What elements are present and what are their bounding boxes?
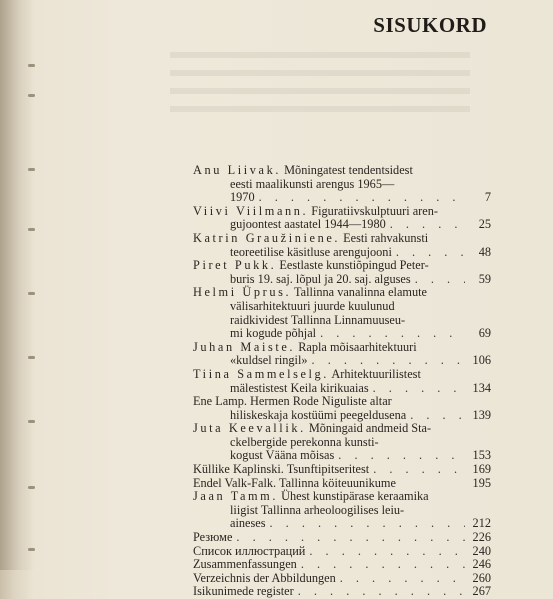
author-name: Juta Keevallik.	[193, 421, 306, 436]
page-number: 48	[478, 244, 491, 259]
dot-leader	[369, 382, 465, 396]
entry-title-line: liigist Tallinna arheoloogilises leiu-	[230, 502, 405, 517]
appendix-title: Резюме	[193, 530, 233, 545]
author-name: Helmi Üprus.	[193, 285, 292, 300]
entry-title-line: Eesti rahvakunsti	[343, 230, 429, 245]
table-of-contents	[193, 164, 491, 599]
dot-leader	[406, 409, 465, 423]
author-name: Küllike Kaplinski.	[193, 462, 284, 477]
dot-leader	[294, 585, 465, 599]
entry-title-line: teoreetilise käsitluse arengujooni	[230, 244, 392, 259]
entry-title-line: Tallinna köiteuunikume	[278, 475, 396, 490]
dot-leader	[232, 531, 465, 545]
entry-title-line: ckelbergide perekonna kunsti-	[230, 434, 379, 449]
toc-entry	[193, 259, 491, 286]
page-number: 25	[478, 217, 491, 232]
toc-entry	[193, 164, 491, 205]
dot-leader	[336, 572, 465, 586]
dot-leader	[411, 273, 465, 287]
author-name: Jaan Tamm.	[193, 489, 279, 504]
page-number: 69	[478, 326, 491, 341]
entry-title-line: mälestistest Keila kirikuaias	[230, 380, 369, 395]
entry-title-line: raidkividest Tallinna Linnamuuseu-	[230, 312, 406, 327]
page-number: 153	[472, 448, 491, 463]
page-number: 7	[484, 190, 491, 205]
page-number: 267	[472, 584, 491, 599]
entry-title-line: Tsunftipitseritest	[286, 462, 370, 477]
dot-leader	[369, 463, 465, 477]
page-number: 139	[472, 407, 491, 422]
author-name: Anu Liivak.	[193, 163, 282, 177]
dot-leader	[386, 218, 465, 232]
toc-entry	[193, 422, 491, 463]
entry-title-line: Mõningatest tendentsidest	[284, 163, 413, 177]
toc-entry	[193, 490, 491, 531]
toc-entry	[193, 286, 491, 340]
entry-title-line: Figuratiivskulptuuri aren-	[311, 203, 438, 218]
page-number: 246	[472, 557, 491, 572]
page-number: 134	[472, 380, 491, 395]
author-name: Tiina Sammelselg.	[193, 366, 329, 381]
appendix-entry	[193, 545, 491, 559]
page-number: 59	[478, 271, 491, 286]
page-number: 240	[472, 543, 491, 558]
author-name: Viivi Viilmann.	[193, 203, 309, 218]
binding-stitch	[28, 548, 35, 551]
entry-title-line: välisarhitektuuri juurde kuulunud	[230, 298, 395, 313]
page-number: 212	[472, 516, 491, 531]
binding-stitch	[28, 292, 35, 295]
binding-stitch	[28, 168, 35, 171]
author-name: Endel Valk-Falk.	[193, 475, 277, 490]
bleed-through-text	[170, 52, 470, 112]
dot-leader	[392, 246, 465, 260]
entry-title-line: 1970	[230, 190, 255, 205]
entry-title-line: Arhitektuurilistest	[331, 366, 421, 381]
appendix-entry	[193, 531, 491, 545]
entry-title-line: Rapla mõisaarhitektuuri	[298, 339, 417, 354]
toc-entry	[193, 477, 491, 491]
page-number: 106	[472, 353, 491, 368]
dot-leader	[266, 517, 465, 531]
entry-title-line: aineses	[230, 516, 266, 531]
appendix-title: Zusammenfassungen	[193, 557, 297, 572]
binding-stitch	[28, 228, 35, 231]
entry-title-line: mi kogude põhjal	[230, 326, 317, 341]
author-name: Ene Lamp.	[193, 394, 247, 409]
entry-title-line: Mõningaid andmeid Sta-	[308, 421, 432, 436]
entry-title-line: hiliskeskaja kostüümi peegeldusena	[230, 407, 407, 422]
toc-entry	[193, 205, 491, 232]
entry-title-line: Hermen Rode Niguliste altar	[250, 394, 392, 409]
dot-leader	[316, 327, 465, 341]
author-name: Katrin Graužiniene.	[193, 230, 341, 245]
toc-entry	[193, 463, 491, 477]
dot-leader	[308, 354, 465, 368]
page-number: 169	[472, 462, 491, 477]
binding-stitch	[28, 356, 35, 359]
appendix-title: Isikunimede register	[193, 584, 294, 599]
page-number: 226	[472, 530, 491, 545]
appendix-title: Verzeichnis der Abbildungen	[193, 570, 336, 585]
entry-title-line: Ühest kunstipärase keraamika	[281, 489, 429, 504]
page-number: 195	[472, 475, 491, 490]
entry-title-line: Eestlaste kunstiõpingud Peter-	[279, 258, 429, 273]
author-name: Juhan Maiste.	[193, 339, 296, 354]
toc-entry	[193, 232, 491, 259]
entry-title-line: buris 19. saj. lõpul ja 20. saj. alguses	[230, 271, 411, 286]
binding-stitch	[28, 64, 35, 67]
entry-title-line: «kuldsel ringil»	[230, 353, 308, 368]
binding-stitch	[28, 420, 35, 423]
appendix-entry	[193, 572, 491, 586]
entry-title-line: Tallinna vanalinna elamute	[294, 285, 427, 300]
entry-title-line: gujoontest aastatel 1944—1980	[230, 217, 386, 232]
dot-leader	[334, 449, 465, 463]
entry-title-line: eesti maalikunsti arengus 1965—	[230, 176, 395, 191]
book-spine-shadow	[0, 0, 36, 570]
dot-leader	[255, 191, 465, 205]
page-title: SISUKORD	[373, 13, 487, 37]
toc-entry	[193, 341, 491, 368]
entry-title-line: kogust Vääna mõisas	[230, 448, 335, 463]
appendix-title: Список иллюстраций	[193, 543, 306, 558]
author-name: Piret Pukk.	[193, 258, 277, 273]
toc-entry	[193, 395, 491, 422]
appendix-entry	[193, 585, 491, 599]
dot-leader	[305, 545, 465, 559]
binding-stitch	[28, 486, 35, 489]
toc-entry	[193, 368, 491, 395]
page-number: 260	[472, 570, 491, 585]
binding-stitch	[28, 94, 35, 97]
